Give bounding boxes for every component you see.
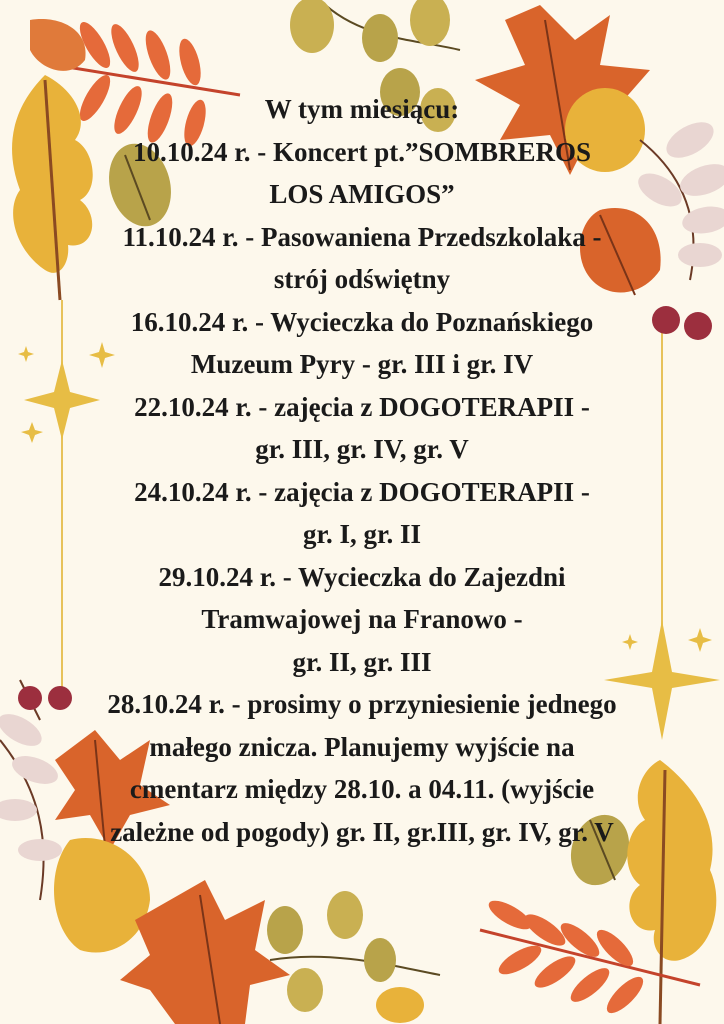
announcement-text	[60, 88, 664, 853]
orange-small-leaf-icon	[30, 19, 86, 71]
pink-leaf-branch-left-icon	[0, 708, 62, 900]
event-line: 28.10.24 r. - prosimy o przyniesienie jednego	[107, 689, 617, 719]
event-line: zależne od pogody) gr. II, gr.III, gr. IV, gr. V	[110, 816, 614, 847]
event-line: strój odświętny	[273, 264, 451, 294]
event-line: 10.10.24 r. - Koncert pt.”SOMBREROS	[133, 136, 591, 167]
event-line: Muzeum Pyry - gr. III i gr. IV	[190, 349, 534, 379]
event-line: Tramwajowej na Franowo -	[201, 604, 523, 634]
event-line: 24.10.24 r. - zajęcia z DOGOTERAPII -	[134, 476, 590, 507]
event-line: 29.10.24 r. - Wycieczka do Zajezdni	[158, 561, 566, 592]
event-line: małego znicza. Planujemy wyjście na	[149, 731, 575, 762]
olive-leaf-bottom-icon	[267, 891, 440, 1023]
event-line: LOS AMIGOS”	[269, 179, 455, 209]
yellow-leaf-left-icon	[54, 838, 150, 952]
event-line: cmentarz między 28.10. a 04.11. (wyjście	[129, 774, 595, 804]
event-line: gr. I, gr. II	[302, 519, 422, 549]
event-line: 16.10.24 r. - Wycieczka do Poznańskiego	[130, 306, 594, 337]
event-line: gr. II, gr. III	[292, 646, 432, 677]
event-line: 11.10.24 r. - Pasowaniena Przedszkolaka -	[122, 221, 602, 252]
event-line: gr. III, gr. IV, gr. V	[255, 434, 469, 464]
heading: W tym miesiącu:	[264, 94, 460, 124]
event-line: 22.10.24 r. - zajęcia z DOGOTERAPII -	[134, 391, 590, 422]
